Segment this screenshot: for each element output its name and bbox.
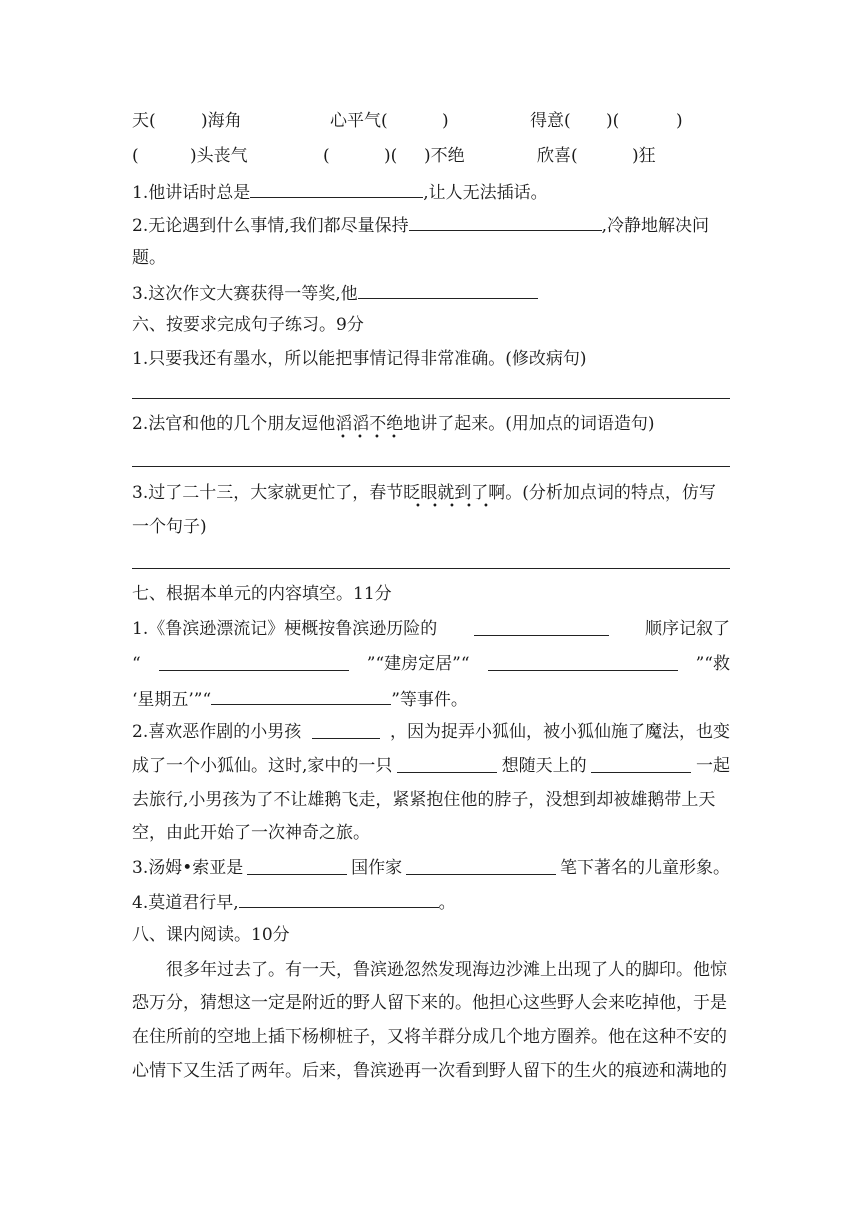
s7-q4-text: 4.莫道君行早, bbox=[132, 893, 239, 913]
idiom-5-part-a: ( bbox=[323, 146, 330, 166]
section-6-sentence-3-cont: 一个句子) bbox=[132, 517, 207, 537]
passage-line-1: 很多年过去了。有一天，鲁滨逊忽然发现海边沙滩上出现了人的脚印。他惊 bbox=[166, 960, 727, 980]
section-7-q2-line2 bbox=[132, 755, 730, 777]
idiom-3-part-a: 得意( bbox=[530, 111, 571, 131]
fill-q1-tail: ,让人无法插话。 bbox=[423, 183, 548, 203]
section-7-q3 bbox=[132, 857, 730, 879]
emphasis-dot: • bbox=[415, 501, 421, 512]
s7-q2-blank-goose[interactable] bbox=[397, 755, 497, 773]
emphasis-dot: • bbox=[340, 432, 346, 443]
section-7-q4 bbox=[132, 890, 456, 914]
passage-line-3: 在住所前的空地上插下杨柳桩子，又将羊群分成几个地方圈养。他在这种不安的 bbox=[132, 1027, 727, 1047]
section-7-q2-line4: 空，由此开始了一次神奇之旅。 bbox=[132, 823, 370, 843]
section-7-q1-line2 bbox=[132, 653, 730, 675]
s7-q3-tail: 笔下著名的儿童形象。 bbox=[560, 858, 730, 878]
passage-line-2: 恐万分，猜想这一定是附近的野人留下来的。他担心这些野人会来吃掉他，于是 bbox=[132, 993, 727, 1013]
s7-q1-blank-event-2[interactable] bbox=[488, 653, 678, 671]
fill-q2-tail: ,冷静地解决问 bbox=[601, 216, 710, 236]
s7-q1-tail: 顺序记叙了 bbox=[644, 619, 730, 639]
emphasis-dot: • bbox=[466, 501, 472, 512]
fill-q1-text: 1.他讲话时总是 bbox=[132, 183, 251, 203]
passage-line-4: 心情下又生活了两年。后来，鲁滨逊再一次看到野人留下的生火的痕迹和满地的 bbox=[132, 1061, 727, 1081]
s7-q1-end: ”等事件。 bbox=[391, 690, 468, 710]
answer-line-6-3[interactable] bbox=[132, 568, 730, 569]
idiom-6-part-a: 欣喜( bbox=[537, 146, 578, 166]
s7-q1-blank-order[interactable] bbox=[474, 618, 609, 636]
s7-q3-blank-country[interactable] bbox=[247, 857, 347, 875]
s7-q1-friday: ‘星期五’”“ bbox=[132, 690, 212, 710]
section-7-title: 七、根据本单元的内容填空。11分 bbox=[132, 584, 392, 604]
fill-question-3 bbox=[132, 281, 538, 305]
section-7-q1-line1 bbox=[132, 618, 730, 640]
idiom-5-part-c: )不绝 bbox=[424, 146, 465, 166]
fill-q2-blank[interactable] bbox=[409, 213, 602, 231]
fill-q3-text: 3.这次作文大赛获得一等奖,他 bbox=[132, 284, 358, 304]
s7-q3-blank-author[interactable] bbox=[406, 857, 556, 875]
section-8-title: 八、课内阅读。10分 bbox=[132, 925, 290, 945]
section-7-q1-line3 bbox=[132, 687, 468, 711]
section-7-q2-line1 bbox=[132, 721, 730, 743]
fill-q3-blank[interactable] bbox=[358, 281, 538, 299]
emphasis-dot: • bbox=[432, 501, 438, 512]
idiom-6-part-b: )狂 bbox=[632, 146, 656, 166]
emphasis-dot: • bbox=[391, 432, 397, 443]
idiom-3-part-b: )( bbox=[606, 111, 620, 131]
fill-question-2 bbox=[132, 213, 709, 237]
emphasis-dot: • bbox=[449, 501, 455, 512]
answer-line-6-2[interactable] bbox=[132, 466, 730, 467]
emphasis-dot: • bbox=[483, 501, 489, 512]
idiom-1-part-b: )海角 bbox=[201, 111, 242, 131]
emphasis-dot: • bbox=[374, 432, 380, 443]
s7-q2-tail: ，因为捉弄小狐仙，被小狐仙施了魔法，也变 bbox=[389, 722, 730, 742]
s7-q3-writer: 国作家 bbox=[351, 858, 403, 878]
s7-q1-quote-open: “ bbox=[132, 654, 141, 674]
s7-q1-event-rescue: ”“救 bbox=[695, 654, 730, 674]
section-6-sentence-1: 1.只要我还有墨水，所以能把事情记得非常准确。(修改病句) bbox=[132, 349, 587, 369]
idiom-5-part-b: )( bbox=[384, 146, 398, 166]
s7-q3-text: 3.汤姆•索亚是 bbox=[132, 858, 244, 878]
idiom-2-part-a: 心平气( bbox=[330, 111, 388, 131]
s7-q2-blank-boy[interactable] bbox=[312, 721, 380, 739]
s7-q2-l2c: 一起 bbox=[695, 756, 730, 776]
s7-q1-event-build: ”“建房定居”“ bbox=[366, 654, 470, 674]
section-6-sentence-2: 2.法官和他的几个朋友逗他滔滔不绝地讲了起来。(用加点的词语造句) bbox=[132, 414, 655, 434]
s7-q1-blank-event-3[interactable] bbox=[211, 687, 391, 705]
fill-q2-text: 2.无论遇到什么事情,我们都尽量保持 bbox=[132, 216, 409, 236]
idiom-1-part-a: 天( bbox=[132, 111, 156, 131]
s7-q1-blank-event-1[interactable] bbox=[159, 653, 349, 671]
idiom-4-part-b: )头丧气 bbox=[190, 146, 248, 166]
s7-q2-l2a: 成了一个小狐仙。这时,家中的一只 bbox=[132, 756, 393, 776]
section-7-q2-line3: 去旅行,小男孩为了不让雄鹅飞走，紧紧抱住他的脖子，没想到却被雄鹅带上天 bbox=[132, 790, 716, 810]
s7-q1-text: 1.《鲁滨逊漂流记》梗概按鲁滨逊历险的 bbox=[132, 619, 438, 639]
s7-q2-l2b: 想随天上的 bbox=[501, 756, 587, 776]
idiom-4-part-a: ( bbox=[132, 146, 139, 166]
s7-q2-blank-flock[interactable] bbox=[591, 755, 691, 773]
answer-line-6-1[interactable] bbox=[132, 398, 730, 399]
section-6-sentence-3: 3.过了二十三，大家就更忙了，春节眨眼就到了啊。(分析加点词的特点，仿写 bbox=[132, 483, 716, 503]
fill-q2-continued: 题。 bbox=[132, 248, 166, 268]
emphasis-dot: • bbox=[357, 432, 363, 443]
section-6-title: 六、按要求完成句子练习。9分 bbox=[132, 315, 364, 335]
fill-q1-blank[interactable] bbox=[250, 180, 423, 198]
s7-q2-text: 2.喜欢恶作剧的小男孩 bbox=[132, 722, 302, 742]
s7-q4-tail: 。 bbox=[438, 893, 456, 913]
s7-q4-blank[interactable] bbox=[239, 890, 439, 908]
fill-question-1 bbox=[132, 180, 548, 204]
idiom-3-part-c: ) bbox=[676, 111, 683, 131]
idiom-2-part-b: ) bbox=[442, 111, 449, 131]
